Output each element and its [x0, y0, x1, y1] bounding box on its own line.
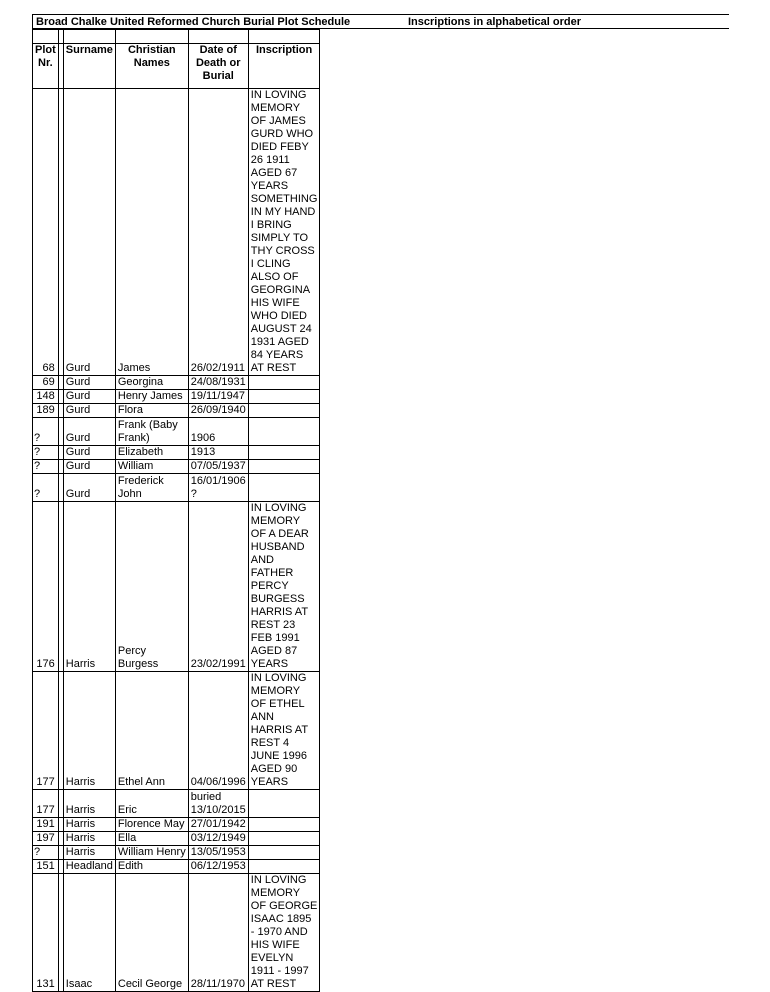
- date-cell[interactable]: 24/08/1931: [188, 376, 248, 390]
- date-cell[interactable]: 19/11/1947: [188, 390, 248, 404]
- plot-number-cell[interactable]: 68: [33, 89, 59, 376]
- christian-names-cell[interactable]: Georgina: [115, 376, 188, 390]
- header-date-line2: Death or: [195, 57, 241, 69]
- table-row: [33, 860, 320, 874]
- header-date-line3: Burial: [202, 70, 234, 82]
- table-row: [33, 404, 320, 418]
- christian-names-cell[interactable]: Eric: [115, 790, 188, 818]
- table-row: [33, 502, 320, 672]
- surname-cell[interactable]: Gurd: [63, 446, 115, 460]
- inscription-cell[interactable]: [248, 832, 320, 846]
- table-row: [33, 390, 320, 404]
- header-christian-line2: Names: [133, 57, 170, 69]
- surname-cell[interactable]: Harris: [63, 832, 115, 846]
- surname-cell[interactable]: Gurd: [63, 418, 115, 446]
- inscription-cell[interactable]: [248, 376, 320, 390]
- christian-names-cell[interactable]: Ella: [115, 832, 188, 846]
- sheet-title: Broad Chalke United Reformed Church Burial Plot Schedule: [36, 16, 351, 28]
- plot-number-cell[interactable]: 191: [33, 818, 59, 832]
- christian-names-cell[interactable]: Elizabeth: [115, 446, 188, 460]
- inscription-cell[interactable]: IN LOVING MEMORY OF A DEAR HUSBAND AND FATHER PERCY BURGESS HARRIS AT REST 23 FEB 1991 AGED 87 YEARS: [248, 502, 320, 672]
- inscription-cell[interactable]: [248, 818, 320, 832]
- plot-number-cell[interactable]: 177: [33, 790, 59, 818]
- table-row: [33, 418, 320, 446]
- plot-number-cell[interactable]: ?: [33, 474, 59, 502]
- christian-names-cell[interactable]: Frank (Baby Frank): [115, 418, 188, 446]
- table-row: [33, 89, 320, 376]
- christian-names-cell[interactable]: Ethel Ann: [115, 672, 188, 790]
- surname-cell[interactable]: Harris: [63, 672, 115, 790]
- surname-cell[interactable]: Harris: [63, 818, 115, 832]
- date-cell[interactable]: 07/05/1937: [188, 460, 248, 474]
- date-cell[interactable]: 28/11/1970: [188, 874, 248, 992]
- date-cell[interactable]: 23/02/1991: [188, 502, 248, 672]
- plot-number-cell[interactable]: 148: [33, 390, 59, 404]
- inscription-cell[interactable]: [248, 446, 320, 460]
- date-cell[interactable]: 26/09/1940: [188, 404, 248, 418]
- sheet-subtitle: Inscriptions in alphabetical order: [408, 16, 581, 28]
- surname-cell[interactable]: Isaac: [63, 874, 115, 992]
- surname-cell[interactable]: Gurd: [63, 390, 115, 404]
- surname-cell[interactable]: Harris: [63, 790, 115, 818]
- inscription-cell[interactable]: [248, 418, 320, 446]
- header-plot-line1: Plot: [35, 44, 56, 56]
- inscription-cell[interactable]: [248, 860, 320, 874]
- christian-names-cell[interactable]: Henry James: [115, 390, 188, 404]
- christian-names-cell[interactable]: William Henry: [115, 846, 188, 860]
- inscription-cell[interactable]: [248, 390, 320, 404]
- inscription-cell[interactable]: [248, 790, 320, 818]
- inscription-cell[interactable]: [248, 460, 320, 474]
- christian-names-cell[interactable]: Edith: [115, 860, 188, 874]
- surname-cell[interactable]: Gurd: [63, 376, 115, 390]
- plot-number-cell[interactable]: 189: [33, 404, 59, 418]
- christian-names-cell[interactable]: Frederick John: [115, 474, 188, 502]
- surname-cell[interactable]: Harris: [63, 502, 115, 672]
- cell[interactable]: [33, 30, 59, 44]
- header-christian-line1: Christian: [127, 44, 176, 56]
- plot-number-cell[interactable]: 176: [33, 502, 59, 672]
- plot-number-cell[interactable]: ?: [33, 446, 59, 460]
- christian-names-cell[interactable]: Percy Burgess: [115, 502, 188, 672]
- plot-number-cell[interactable]: 177: [33, 672, 59, 790]
- cell[interactable]: [115, 30, 188, 44]
- header-date[interactable]: [188, 44, 248, 89]
- header-row: [33, 44, 320, 89]
- cell[interactable]: [188, 30, 248, 44]
- inscription-cell[interactable]: [248, 474, 320, 502]
- table-row: [33, 832, 320, 846]
- inscription-cell[interactable]: IN LOVING MEMORY OF ETHEL ANN HARRIS AT REST 4 JUNE 1996 AGED 90 YEARS: [248, 672, 320, 790]
- date-cell[interactable]: 03/12/1949: [188, 832, 248, 846]
- inscription-cell[interactable]: [248, 404, 320, 418]
- plot-number-cell[interactable]: 69: [33, 376, 59, 390]
- header-surname[interactable]: Surname: [63, 44, 115, 89]
- date-cell[interactable]: buried 13/10/2015: [188, 790, 248, 818]
- plot-number-cell[interactable]: 131: [33, 874, 59, 992]
- burial-table: [32, 29, 320, 992]
- table-row: [33, 790, 320, 818]
- plot-number-cell[interactable]: 151: [33, 860, 59, 874]
- date-cell[interactable]: 1906: [188, 418, 248, 446]
- header-christian-names[interactable]: [115, 44, 188, 89]
- table-row: [33, 474, 320, 502]
- christian-names-cell[interactable]: Flora: [115, 404, 188, 418]
- christian-names-cell[interactable]: Florence May: [115, 818, 188, 832]
- cell[interactable]: [63, 30, 115, 44]
- plot-number-cell[interactable]: ?: [33, 460, 59, 474]
- date-cell[interactable]: 1913: [188, 446, 248, 460]
- date-cell[interactable]: 16/01/1906 ?: [188, 474, 248, 502]
- table-row: [33, 376, 320, 390]
- surname-cell[interactable]: Gurd: [63, 474, 115, 502]
- spacer-row: [33, 30, 320, 44]
- inscription-cell[interactable]: [248, 846, 320, 860]
- inscription-cell[interactable]: IN LOVING MEMORY OF GEORGE ISAAC 1895 - 1970 AND HIS WIFE EVELYN 1911 - 1997 AT REST: [248, 874, 320, 992]
- table-row: [33, 446, 320, 460]
- surname-cell[interactable]: Headland: [63, 860, 115, 874]
- table-row: [33, 874, 320, 992]
- header-plot[interactable]: [33, 44, 59, 89]
- table-row: [33, 818, 320, 832]
- christian-names-cell[interactable]: James: [115, 89, 188, 376]
- christian-names-cell[interactable]: Cecil George: [115, 874, 188, 992]
- date-cell[interactable]: 13/05/1953: [188, 846, 248, 860]
- plot-number-cell[interactable]: 197: [33, 832, 59, 846]
- header-date-line1: Date of: [199, 44, 237, 56]
- surname-cell[interactable]: Gurd: [63, 460, 115, 474]
- table-row: [33, 672, 320, 790]
- title-row[interactable]: [32, 14, 729, 29]
- date-cell[interactable]: 27/01/1942: [188, 818, 248, 832]
- plot-number-cell[interactable]: ?: [33, 418, 59, 446]
- surname-cell[interactable]: Gurd: [63, 89, 115, 376]
- date-cell[interactable]: 06/12/1953: [188, 860, 248, 874]
- surname-cell[interactable]: Gurd: [63, 404, 115, 418]
- header-plot-line2: Nr.: [38, 57, 53, 69]
- header-inscription[interactable]: Inscription: [248, 44, 320, 89]
- christian-names-cell[interactable]: William: [115, 460, 188, 474]
- inscription-cell[interactable]: IN LOVING MEMORY OF JAMES GURD WHO DIED FEBY 26 1911 AGED 67 YEARS SOMETHING IN MY HAND I BRING SIMPLY TO THY CROSS I CLING ALSO OF GEORGINA HIS WIFE WHO DIED AUGUST 24 1931 AGED 84 YEARS AT REST: [248, 89, 320, 376]
- surname-cell[interactable]: Harris: [63, 846, 115, 860]
- date-cell[interactable]: 04/06/1996: [188, 672, 248, 790]
- table-row: [33, 846, 320, 860]
- table-row: [33, 460, 320, 474]
- date-cell[interactable]: 26/02/1911: [188, 89, 248, 376]
- plot-number-cell[interactable]: ?: [33, 846, 59, 860]
- cell[interactable]: [248, 30, 320, 44]
